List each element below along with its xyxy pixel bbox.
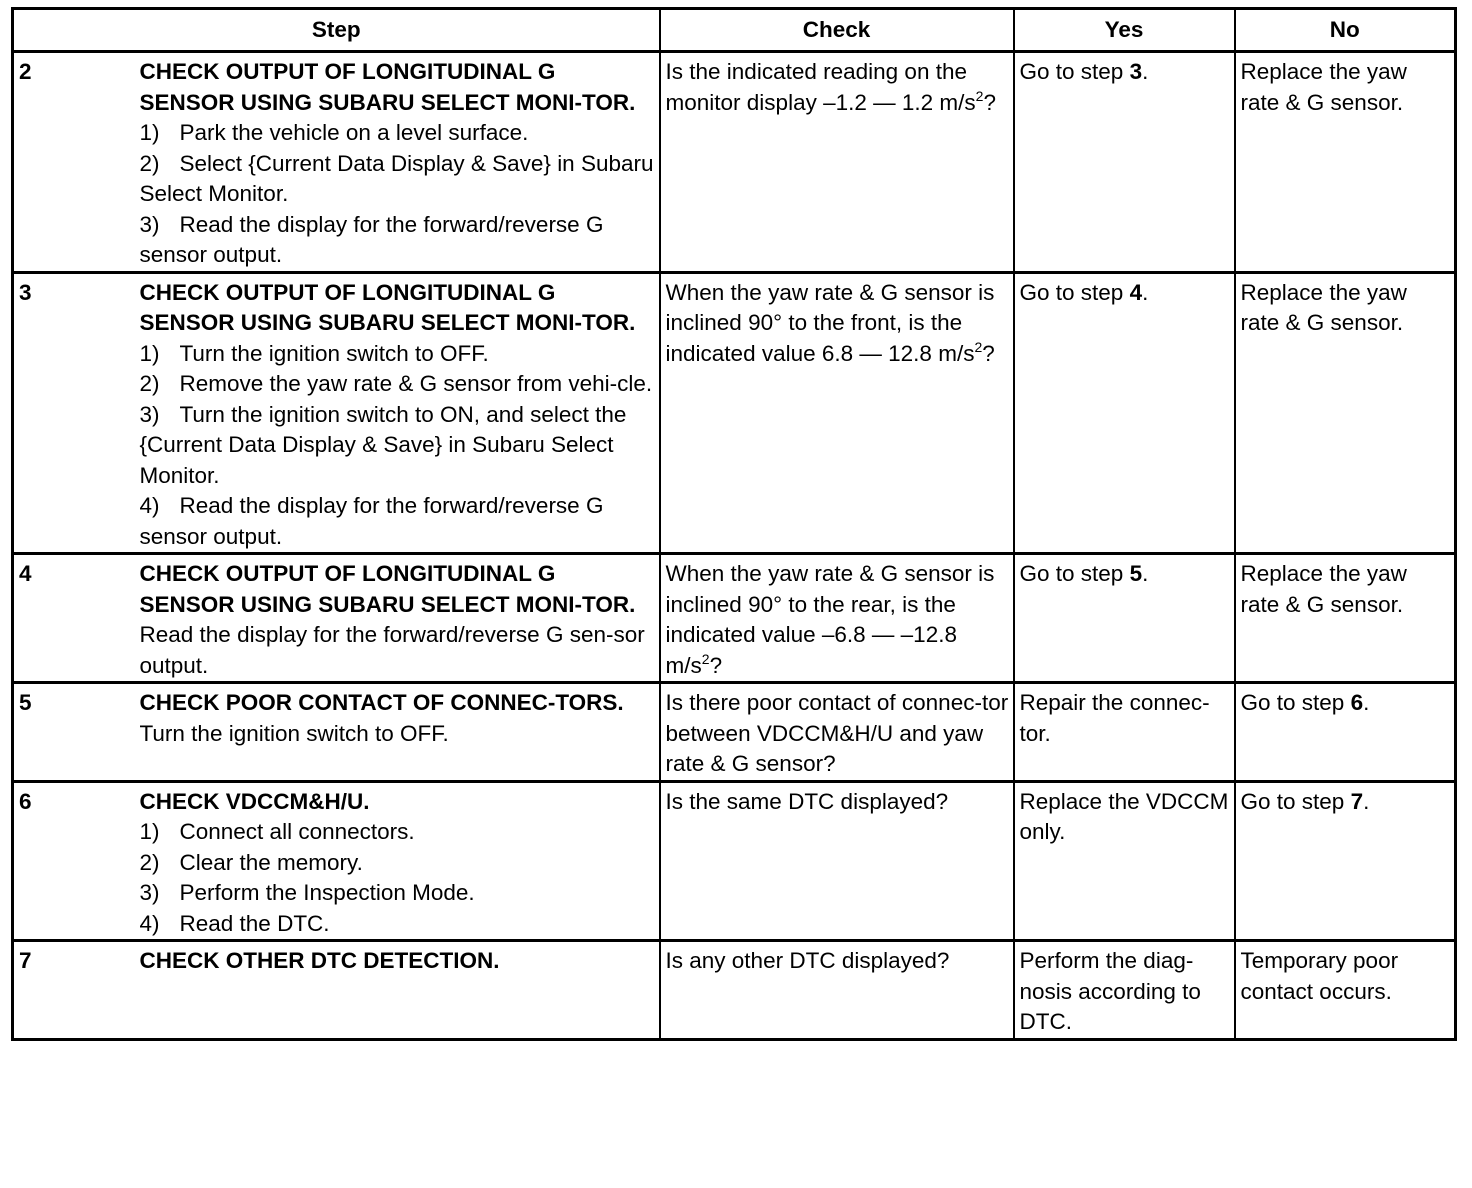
instruction-number: 4) (139, 493, 160, 518)
no-cell (1235, 272, 1456, 554)
step-instruction (140, 339, 655, 370)
step-description (135, 272, 660, 554)
step-number: 6 (13, 781, 135, 941)
check-text: Is any other DTC displayed? (665, 948, 950, 973)
table-row (13, 272, 1456, 554)
yes-cell (1014, 554, 1235, 683)
check-sup: 2 (974, 338, 983, 355)
check-cell (660, 781, 1014, 941)
step-title: CHECK OUTPUT OF LONGITUDINAL G SENSOR USING SUBARU SELECT MONI-TOR. (139, 59, 636, 115)
check-end: ? (709, 652, 723, 678)
step-number: 3 (13, 272, 135, 554)
step-description (135, 683, 660, 782)
no-cell (1235, 52, 1456, 273)
yes-end: . (1142, 561, 1149, 586)
step-description (135, 941, 660, 1040)
yes-text: Go to step (1019, 59, 1130, 84)
instruction-number: 2) (139, 371, 160, 396)
table-row (13, 554, 1456, 683)
step-instruction (140, 878, 655, 909)
yes-step-ref: 3 (1129, 59, 1143, 84)
check-text: When the yaw rate & G sensor is inclined 90° to the rear, is the indicated value –6.8 — –12.8 m/s (665, 561, 995, 678)
instruction-text: Read the display for the forward/reverse G sensor output. (139, 211, 604, 267)
no-cell (1235, 683, 1456, 782)
instruction-text: Read the display for the forward/reverse G sen-sor output. (139, 622, 645, 678)
no-text: Temporary poor contact occurs. (1240, 948, 1399, 1004)
step-instruction (140, 491, 655, 552)
check-text: Is the same DTC displayed? (665, 788, 949, 814)
step-description (135, 781, 660, 941)
no-cell (1235, 781, 1456, 941)
check-text: Is the indicated reading on the monitor display –1.2 — 1.2 m/s (665, 59, 976, 115)
step-title: CHECK VDCCM&H/U. (139, 788, 370, 814)
step-number: 2 (13, 52, 135, 273)
step-instruction (140, 817, 655, 848)
step-lines (140, 339, 655, 553)
step-instruction (140, 400, 655, 492)
table-row (13, 941, 1456, 1040)
table-row (13, 52, 1456, 273)
step-lines (140, 817, 655, 939)
instruction-text: Read the display for the forward/reverse G sensor output. (139, 493, 604, 549)
instruction-number: 2) (139, 849, 160, 875)
check-cell (660, 554, 1014, 683)
check-cell (660, 941, 1014, 1040)
instruction-text: Turn the ignition switch to OFF. (179, 340, 489, 366)
yes-text: Go to step (1019, 279, 1130, 305)
step-lines (140, 118, 655, 271)
header-no: No (1235, 9, 1456, 52)
no-step-ref: 6 (1350, 690, 1364, 715)
instruction-number: 3) (139, 211, 160, 237)
step-instruction (140, 620, 655, 681)
check-cell (660, 52, 1014, 273)
instruction-number: 1) (139, 120, 160, 145)
instruction-number: 1) (139, 819, 160, 844)
instruction-text: Perform the Inspection Mode. (179, 880, 475, 905)
table-body (13, 52, 1456, 1040)
no-end: . (1363, 690, 1370, 715)
table-row (13, 781, 1456, 941)
no-text: Replace the yaw rate & G sensor. (1240, 561, 1407, 617)
step-number: 4 (13, 554, 135, 683)
step-instruction (140, 210, 655, 271)
instruction-number: 3) (139, 880, 160, 905)
step-instruction (140, 909, 655, 940)
check-cell (660, 683, 1014, 782)
yes-end: . (1142, 279, 1149, 305)
check-end: ? (982, 340, 995, 366)
instruction-text: Connect all connectors. (179, 819, 415, 844)
step-instruction (140, 369, 655, 400)
yes-cell (1014, 272, 1235, 554)
instruction-text: Park the vehicle on a level surface. (179, 120, 529, 145)
yes-end: . (1142, 59, 1149, 84)
check-text: When the yaw rate & G sensor is inclined 90° to the front, is the indicated value 6.8 — 12.8 m/s (665, 279, 995, 366)
step-lines (140, 719, 655, 750)
instruction-text: Select {Current Data Display & Save} in Subaru Select Monitor. (139, 150, 654, 206)
table-row (13, 683, 1456, 782)
instruction-text: Clear the memory. (179, 849, 363, 875)
step-lines (140, 620, 655, 681)
no-step-ref: 7 (1350, 788, 1364, 814)
instruction-text: Remove the yaw rate & G sensor from vehi-cle. (179, 371, 653, 396)
instruction-number: 2) (139, 150, 160, 176)
step-title: CHECK OTHER DTC DETECTION. (139, 948, 500, 973)
yes-text: Perform the diag-nosis according to DTC. (1019, 948, 1201, 1034)
step-description (135, 554, 660, 683)
yes-step-ref: 5 (1129, 561, 1143, 586)
yes-cell (1014, 683, 1235, 782)
yes-text: Go to step (1019, 561, 1130, 586)
instruction-text: Turn the ignition switch to ON, and select the {Current Data Display & Save} in Subaru Select Monitor. (139, 401, 627, 488)
no-end: . (1363, 788, 1370, 814)
step-number: 7 (13, 941, 135, 1040)
yes-step-ref: 4 (1129, 279, 1143, 305)
no-text: Replace the yaw rate & G sensor. (1240, 279, 1407, 335)
step-instruction (140, 848, 655, 879)
check-end: ? (983, 89, 996, 115)
check-sup: 2 (701, 650, 710, 667)
header-yes: Yes (1014, 9, 1235, 52)
check-text: Is there poor contact of connec-tor between VDCCM&H/U and yaw rate & G sensor? (665, 690, 1009, 776)
yes-text: Replace the VDCCM only. (1019, 788, 1229, 844)
instruction-number: 1) (139, 340, 160, 366)
step-title: CHECK OUTPUT OF LONGITUDINAL G SENSOR USING SUBARU SELECT MONI-TOR. (139, 561, 636, 617)
header-check: Check (660, 9, 1014, 52)
no-cell (1235, 554, 1456, 683)
instruction-text: Turn the ignition switch to OFF. (139, 720, 449, 746)
check-sup: 2 (975, 87, 984, 104)
yes-text: Repair the connec-tor. (1019, 690, 1210, 746)
step-instruction (140, 118, 655, 149)
yes-cell (1014, 52, 1235, 273)
step-title: CHECK OUTPUT OF LONGITUDINAL G SENSOR USING SUBARU SELECT MONI-TOR. (139, 279, 636, 335)
step-instruction (140, 149, 655, 210)
step-description (135, 52, 660, 273)
step-instruction (140, 719, 655, 750)
no-cell (1235, 941, 1456, 1040)
no-text: Go to step (1240, 788, 1351, 814)
instruction-text: Read the DTC. (179, 910, 330, 936)
header-step: Step (13, 9, 660, 52)
instruction-number: 3) (139, 401, 160, 427)
step-number: 5 (13, 683, 135, 782)
no-text: Replace the yaw rate & G sensor. (1240, 59, 1407, 115)
yes-cell (1014, 941, 1235, 1040)
instruction-number: 4) (139, 910, 160, 936)
step-title: CHECK POOR CONTACT OF CONNEC-TORS. (139, 690, 624, 715)
yes-cell (1014, 781, 1235, 941)
check-cell (660, 272, 1014, 554)
header-row (13, 9, 1456, 52)
no-text: Go to step (1240, 690, 1351, 715)
diagnostic-table (11, 7, 1457, 1041)
